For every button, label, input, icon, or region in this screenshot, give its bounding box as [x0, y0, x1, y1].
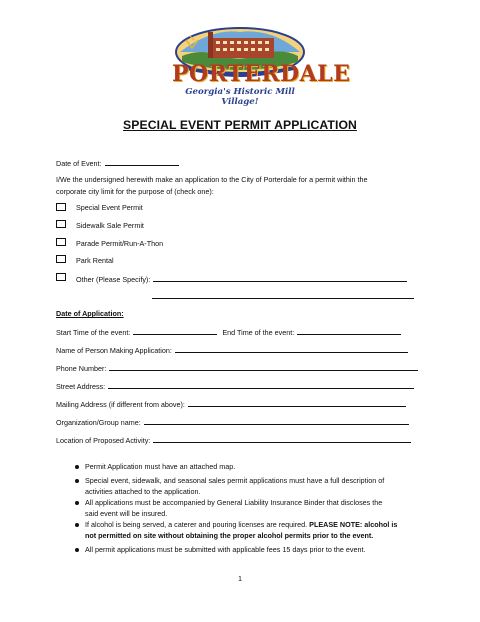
name-field[interactable]: [175, 345, 408, 353]
bullet-dot: [75, 501, 79, 505]
date-of-event-row: [56, 158, 179, 168]
option-parade-permit: Parade Permit/Run-A-Thon: [76, 239, 164, 248]
checkbox-park-rental[interactable]: [56, 255, 66, 263]
street-row: [56, 381, 414, 391]
organization-row: [56, 417, 409, 427]
mailing-row: [56, 399, 406, 409]
name-label: Name of Person Making Application:: [56, 346, 172, 355]
option-other-row: [76, 274, 407, 284]
bullet-4-line-1: [85, 520, 397, 529]
porterdale-logo: [172, 26, 351, 118]
name-row: [56, 345, 408, 355]
location-field[interactable]: [153, 435, 411, 443]
start-time-label: Start Time of the event:: [56, 328, 131, 337]
phone-label: Phone Number:: [56, 364, 107, 373]
other-specify-field[interactable]: [153, 274, 407, 282]
bullet-4-note: PLEASE NOTE: alcohol is: [309, 520, 398, 529]
checkbox-sidewalk-sale[interactable]: [56, 220, 66, 228]
intro-line-1: I/We the undersigned herewith make an application to the City of Porterdale for a permit within the: [56, 175, 368, 184]
start-end-time-row: [56, 327, 401, 337]
mailing-label: Mailing Address (if different from above):: [56, 400, 185, 409]
option-other: Other (Please Specify):: [76, 275, 151, 284]
date-of-application-label: Date of Application:: [56, 309, 124, 318]
bullet-dot: [75, 479, 79, 483]
bullet-3-line-2: said event will be insured.: [85, 509, 168, 518]
logo-tagline: Georgia's Historic Mill Village!: [185, 87, 295, 107]
start-time-field[interactable]: [133, 327, 217, 335]
bullet-5: All permit applications must be submitted with applicable fees 15 days prior to the event.: [85, 545, 366, 554]
bullet-2-line-2: activities attached to the application.: [85, 487, 201, 496]
option-park-rental: Park Rental: [76, 256, 114, 265]
street-field[interactable]: [108, 381, 414, 389]
bullet-3-line-1: All applications must be accompanied by General Liability Insurance Binder that discloses the: [85, 498, 383, 507]
bullet-dot: [75, 465, 79, 469]
organization-label: Organization/Group name:: [56, 418, 141, 427]
bullet-dot: [75, 523, 79, 527]
end-time-field[interactable]: [297, 327, 401, 335]
bullet-2-line-1: Special event, sidewalk, and seasonal sales permit applications must have a full description of: [85, 476, 385, 485]
checkbox-special-event[interactable]: [56, 203, 66, 211]
phone-field[interactable]: [109, 363, 418, 371]
location-label: Location of Proposed Activity:: [56, 436, 151, 445]
bullet-4-line-2: not permitted on site without obtaining the proper alcohol permits prior to the event.: [85, 531, 374, 540]
page-title: SPECIAL EVENT PERMIT APPLICATION: [123, 118, 357, 132]
mailing-field[interactable]: [188, 399, 406, 407]
bullet-dot: [75, 548, 79, 552]
end-time-label: End Time of the event:: [222, 328, 295, 337]
organization-field[interactable]: [144, 417, 409, 425]
logo-name: PORTERDALE: [172, 61, 351, 87]
checkbox-other[interactable]: [56, 273, 66, 281]
other-specify-field-2[interactable]: [152, 298, 414, 299]
location-row: [56, 435, 411, 445]
bullet-4-text: If alcohol is being served, a caterer and pouring licenses are required.: [85, 520, 308, 529]
date-of-event-field[interactable]: [105, 158, 179, 166]
bullet-1: Permit Application must have an attached map.: [85, 462, 236, 471]
street-label: Street Address:: [56, 382, 106, 391]
page-number: 1: [238, 574, 242, 583]
intro-line-2: corporate city limit for the purpose of (check one):: [56, 187, 214, 196]
date-of-event-label: Date of Event:: [56, 159, 102, 168]
option-sidewalk-sale: Sidewalk Sale Permit: [76, 221, 144, 230]
checkbox-parade-permit[interactable]: [56, 238, 66, 246]
phone-row: [56, 363, 418, 373]
option-special-event: Special Event Permit: [76, 203, 143, 212]
